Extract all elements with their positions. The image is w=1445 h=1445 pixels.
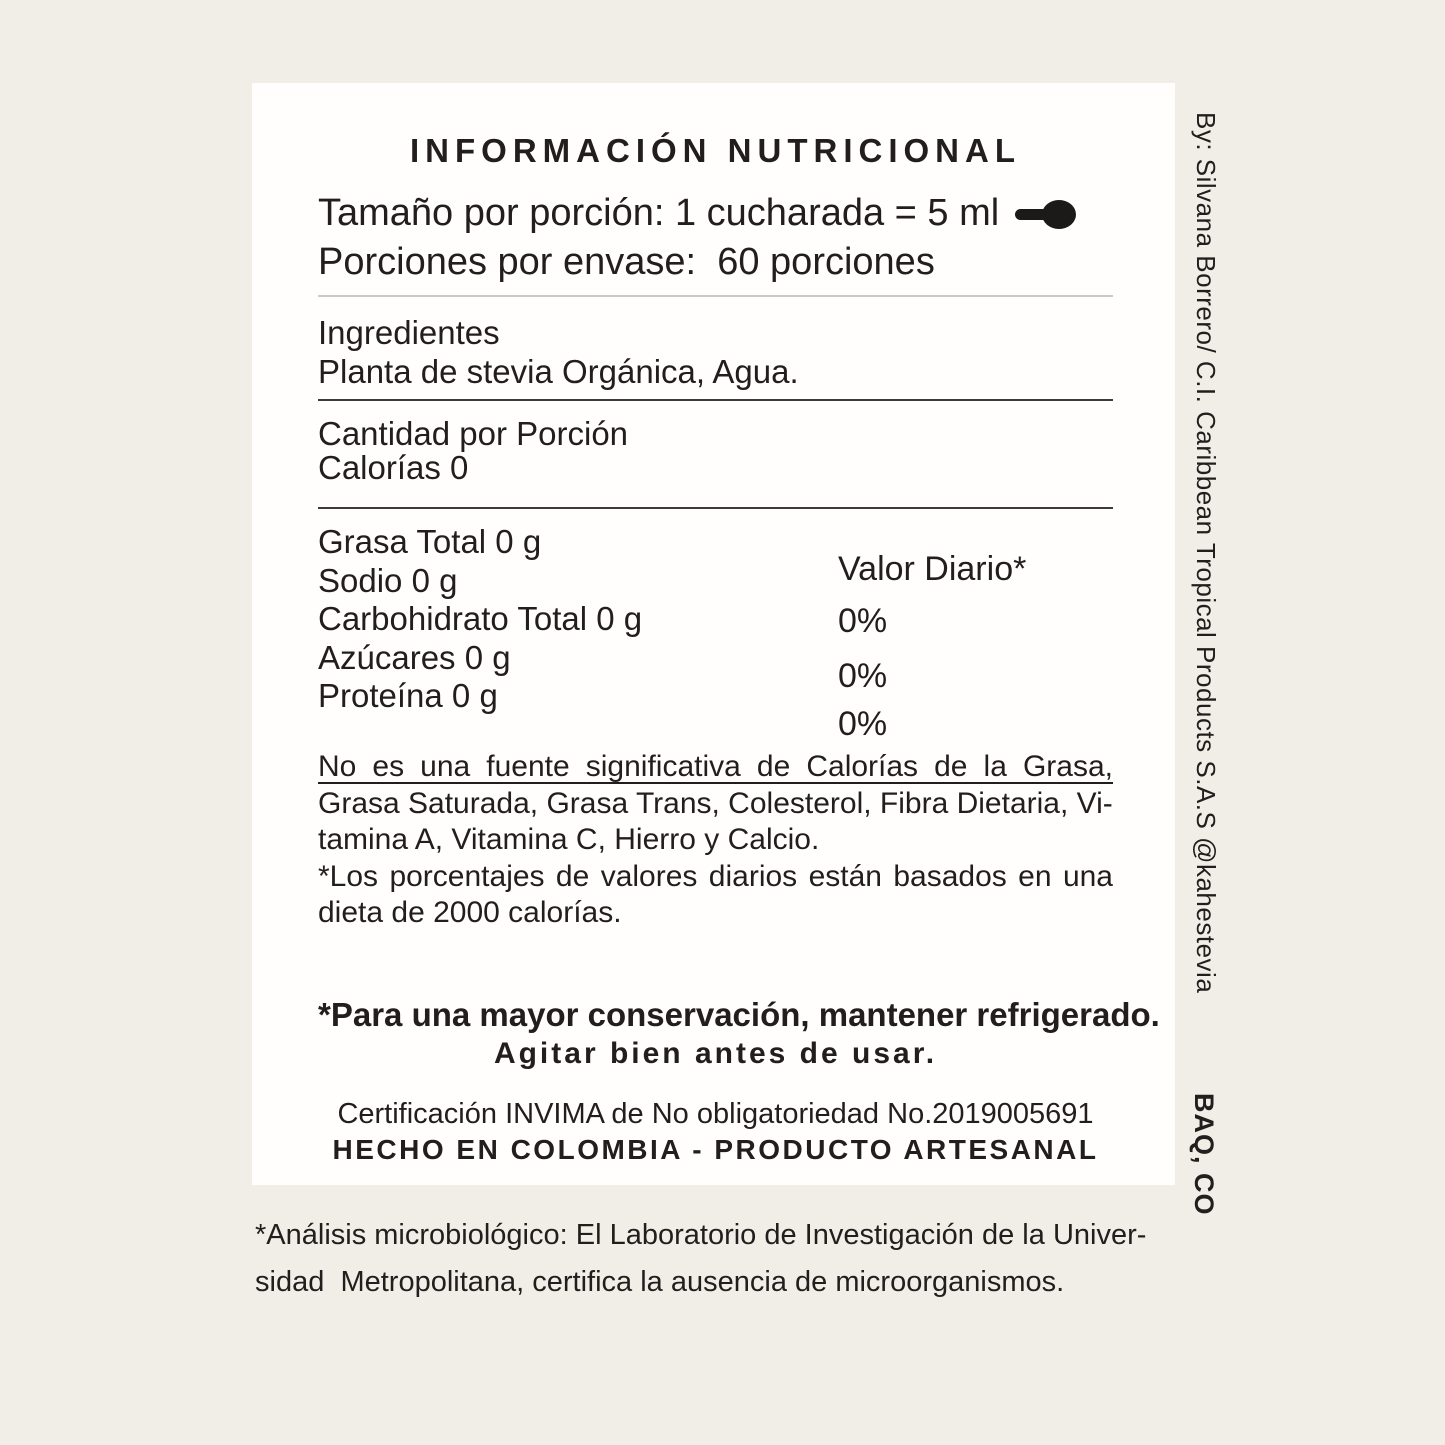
note-line: No es una fuente significativa de Calorías de la Grasa, [318,750,1113,783]
servings-per-container-text: Porciones por envase: 60 porciones [318,241,935,283]
footnote-line: *Análisis microbiológico: El Laboratorio de Investigación de la Univer- [255,1219,1147,1251]
daily-value-cell: 0% [838,657,888,695]
spoon-icon [1013,197,1077,231]
shake-note: Agitar bien antes de usar. [493,1036,938,1070]
nutrient-row-sodium: Sodio 0 g [318,561,458,599]
microbiology-footnote [255,1212,1215,1306]
ingredients-value: Planta de stevia Orgánica, Agua. [318,353,799,390]
note-line: dieta de 2000 calorías. [318,896,622,929]
footnote-line: sidad Metropolitana, certifica la ausencia de microorganismos. [255,1266,1065,1298]
nutrients-table [318,509,1113,749]
daily-value-column [838,509,1026,744]
serving-size-text: Tamaño por porción: 1 cucharada = 5 ml [318,192,1000,234]
note-line: Grasa Saturada, Grasa Trans, Colesterol, Fibra Dietaria, Vi- [318,786,1113,820]
label-title: INFORMACIÓN NUTRICIONAL [410,132,1021,169]
note-line: tamina A, Vitamina C, Hierro y Calcio. [318,823,820,856]
origin-line: HECHO EN COLOMBIA - PRODUCTO ARTESANAL [332,1133,1099,1165]
certification-line: Certificación INVIMA de No obligatoriedad No.2019005691 [337,1097,1094,1130]
vertical-byline: By: Silvana Borrero/ C.I. Caribbean Tropical Products S.A.S @kahestevia [1191,112,1221,994]
divider [318,295,1113,297]
serving-info [318,189,1113,287]
vertical-location: BAQ, CO [1189,1093,1219,1216]
divider [318,399,1113,401]
servings-per-container-line [318,238,1113,287]
nutrient-row-protein: Proteína 0 g [318,677,498,714]
calories-row: Calorías 0 [318,449,469,486]
nutrient-row-total-fat: Grasa Total 0 g [318,523,542,560]
nutrition-label-card [252,83,1175,1185]
daily-value-cell: 0% [838,602,888,640]
serving-size-line [318,189,1113,238]
storage-note: *Para una mayor conservación, mantener refrigerado. [318,995,1160,1033]
note-line: *Los porcentajes de valores diarios están basados en una [318,859,1113,893]
daily-value-heading: Valor Diario* [838,550,1027,588]
amount-per-serving-heading: Cantidad por Porción [318,415,629,452]
ingredients-heading: Ingredientes [318,314,500,351]
nutrient-row-total-carbohydrate: Carbohidrato Total 0 g [318,600,643,637]
nutrient-row-sugars: Azúcares 0 g [318,638,511,676]
significance-note [318,749,1113,932]
daily-value-cell: 0% [838,705,888,743]
